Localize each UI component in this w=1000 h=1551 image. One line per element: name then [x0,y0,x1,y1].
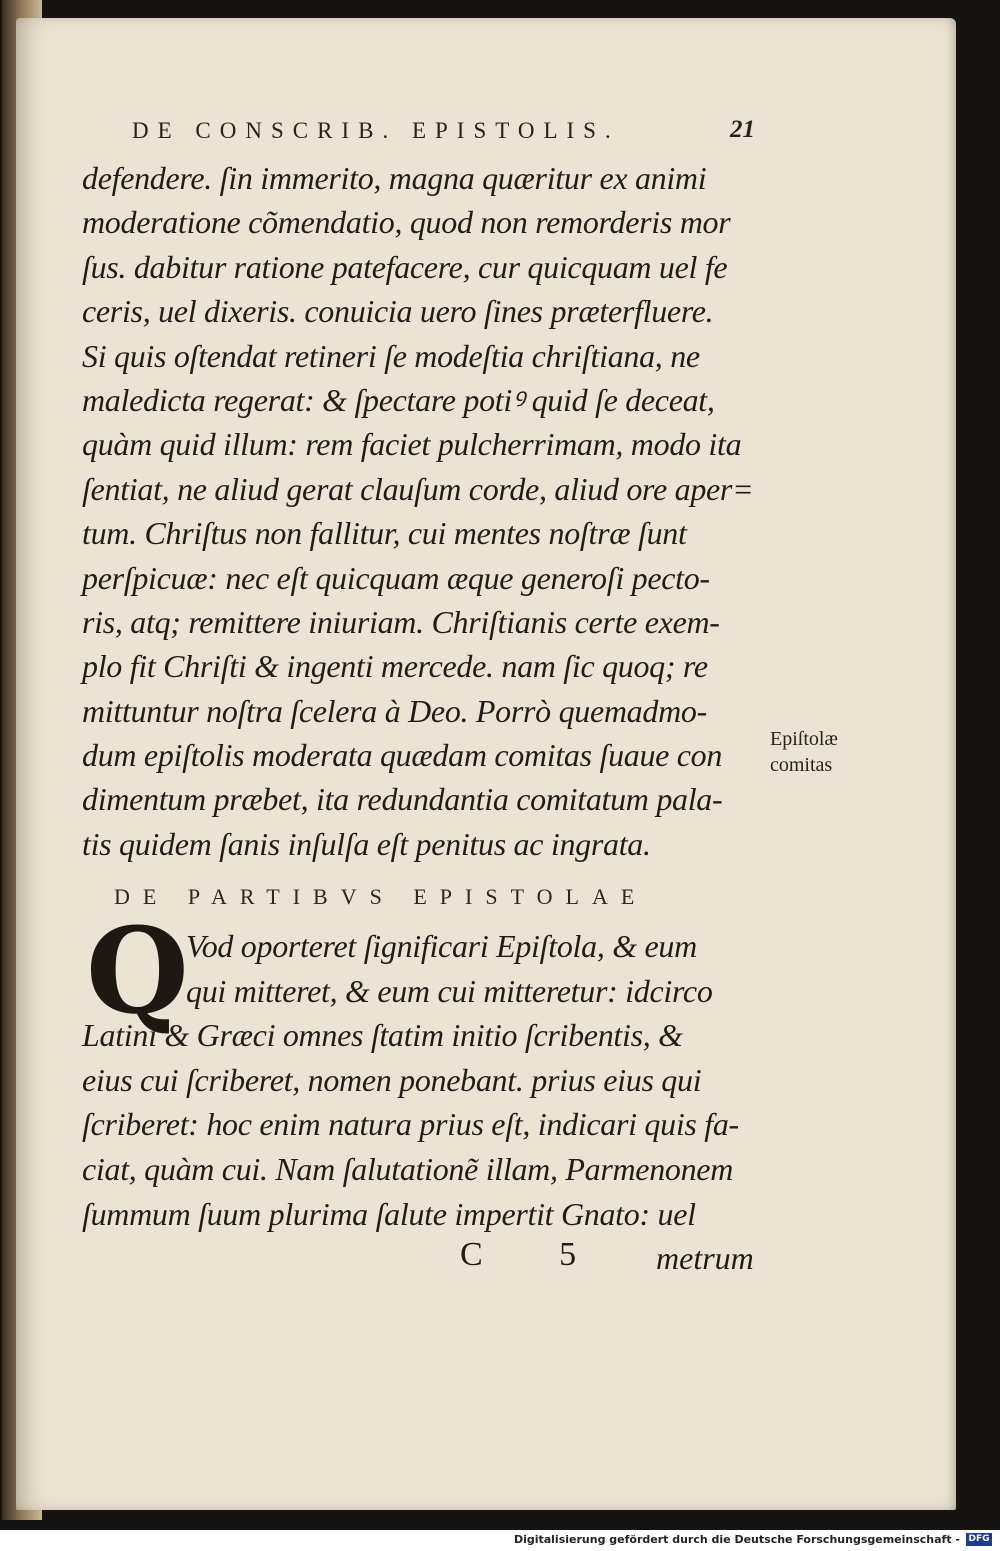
text-line: Vod oporteret ſignificari Epiſtola, & eum [186,928,697,964]
text-line: maledicta regerat: & ſpectare potiꝰ quid ſe deceat, [82,381,715,418]
page-text-area [16,18,956,1510]
marginal-note [770,726,838,778]
text-line: Latini & Græci omnes ſtatim initio ſcribentis, & [82,1017,683,1054]
text-line: ſus. dabitur ratione patefacere, cur quicquam uel fe [82,248,728,285]
text-line: ris, atq; remittere iniuriam. Chriſtianis certe exem- [82,603,720,640]
text-line: defendere. ſin immerito, magna quæritur ex animi [82,160,707,196]
text-line: ciat, quàm cui. Nam ſalutationẽ illam, Parmenonem [82,1150,734,1187]
decorated-initial: Q [86,901,189,1040]
text-line: eius cui ſcriberet, nomen ponebant. prius eius qui [82,1061,702,1098]
funding-credit: Digitalisierung gefördert durch die Deutsche Forschungsgemeinschaft - [513,1533,960,1546]
page-number: 21 [730,116,755,143]
dfg-logo: DFG [966,1533,992,1546]
text-line: dimentum præbet, ita redundantia comitatum pala- [82,781,723,818]
text-line: perſpicuæ: nec eſt quicquam æque generoſi pecto- [82,559,710,596]
marginal-note-line: comitas [770,754,833,776]
text-line: ſcriberet: hoc enim natura prius eſt, indicari quis fa- [82,1106,739,1143]
text-line: ſentiat, ne aliud gerat clauſum corde, aliud ore aper= [82,470,754,507]
text-line: tis quidem ſanis inſulſa eſt penitus ac ingrata. [82,825,651,862]
marginal-note-line: Epiſtolæ [770,728,838,750]
footer-bar [0,1530,1000,1551]
text-line: dum epiſtolis moderata quædam comitas ſuaue con [82,737,723,774]
text-line: mittuntur noſtra ſcelera à Deo. Porrò quemadmo- [82,692,707,729]
text-line: plo fit Chriſti & ingenti mercede. nam ſic quoq; re [82,648,708,685]
text-line: qui mitteret, & eum cui mitteretur: idcirco [186,972,713,1009]
paragraph-text [82,924,782,1236]
body-text [82,156,782,866]
text-line: quàm quid illum: rem faciet pulcherrimam, modo ita [82,426,742,463]
text-line: ceris, uel dixeris. conuicia uero ſines præterfluere. [82,293,714,330]
section-heading: DE PARTIBVS EPISTOLAE [114,884,648,909]
running-head: DE CONSCRIB. EPISTOLIS. [132,118,620,143]
text-line: moderatione cõmendatio, quod non remorderis mor [82,204,731,241]
text-line: tum. Chriſtus non fallitur, cui mentes noſtræ ſunt [82,515,687,552]
book-page [16,18,956,1510]
text-line: Si quis oſtendat retineri ſe modeſtia chriſtiana, ne [82,337,700,374]
catchword: metrum [656,1240,754,1276]
signature-mark: C 5 [460,1236,611,1273]
text-line: ſummum ſuum plurima ſalute impertit Gnato: uel [82,1195,696,1232]
